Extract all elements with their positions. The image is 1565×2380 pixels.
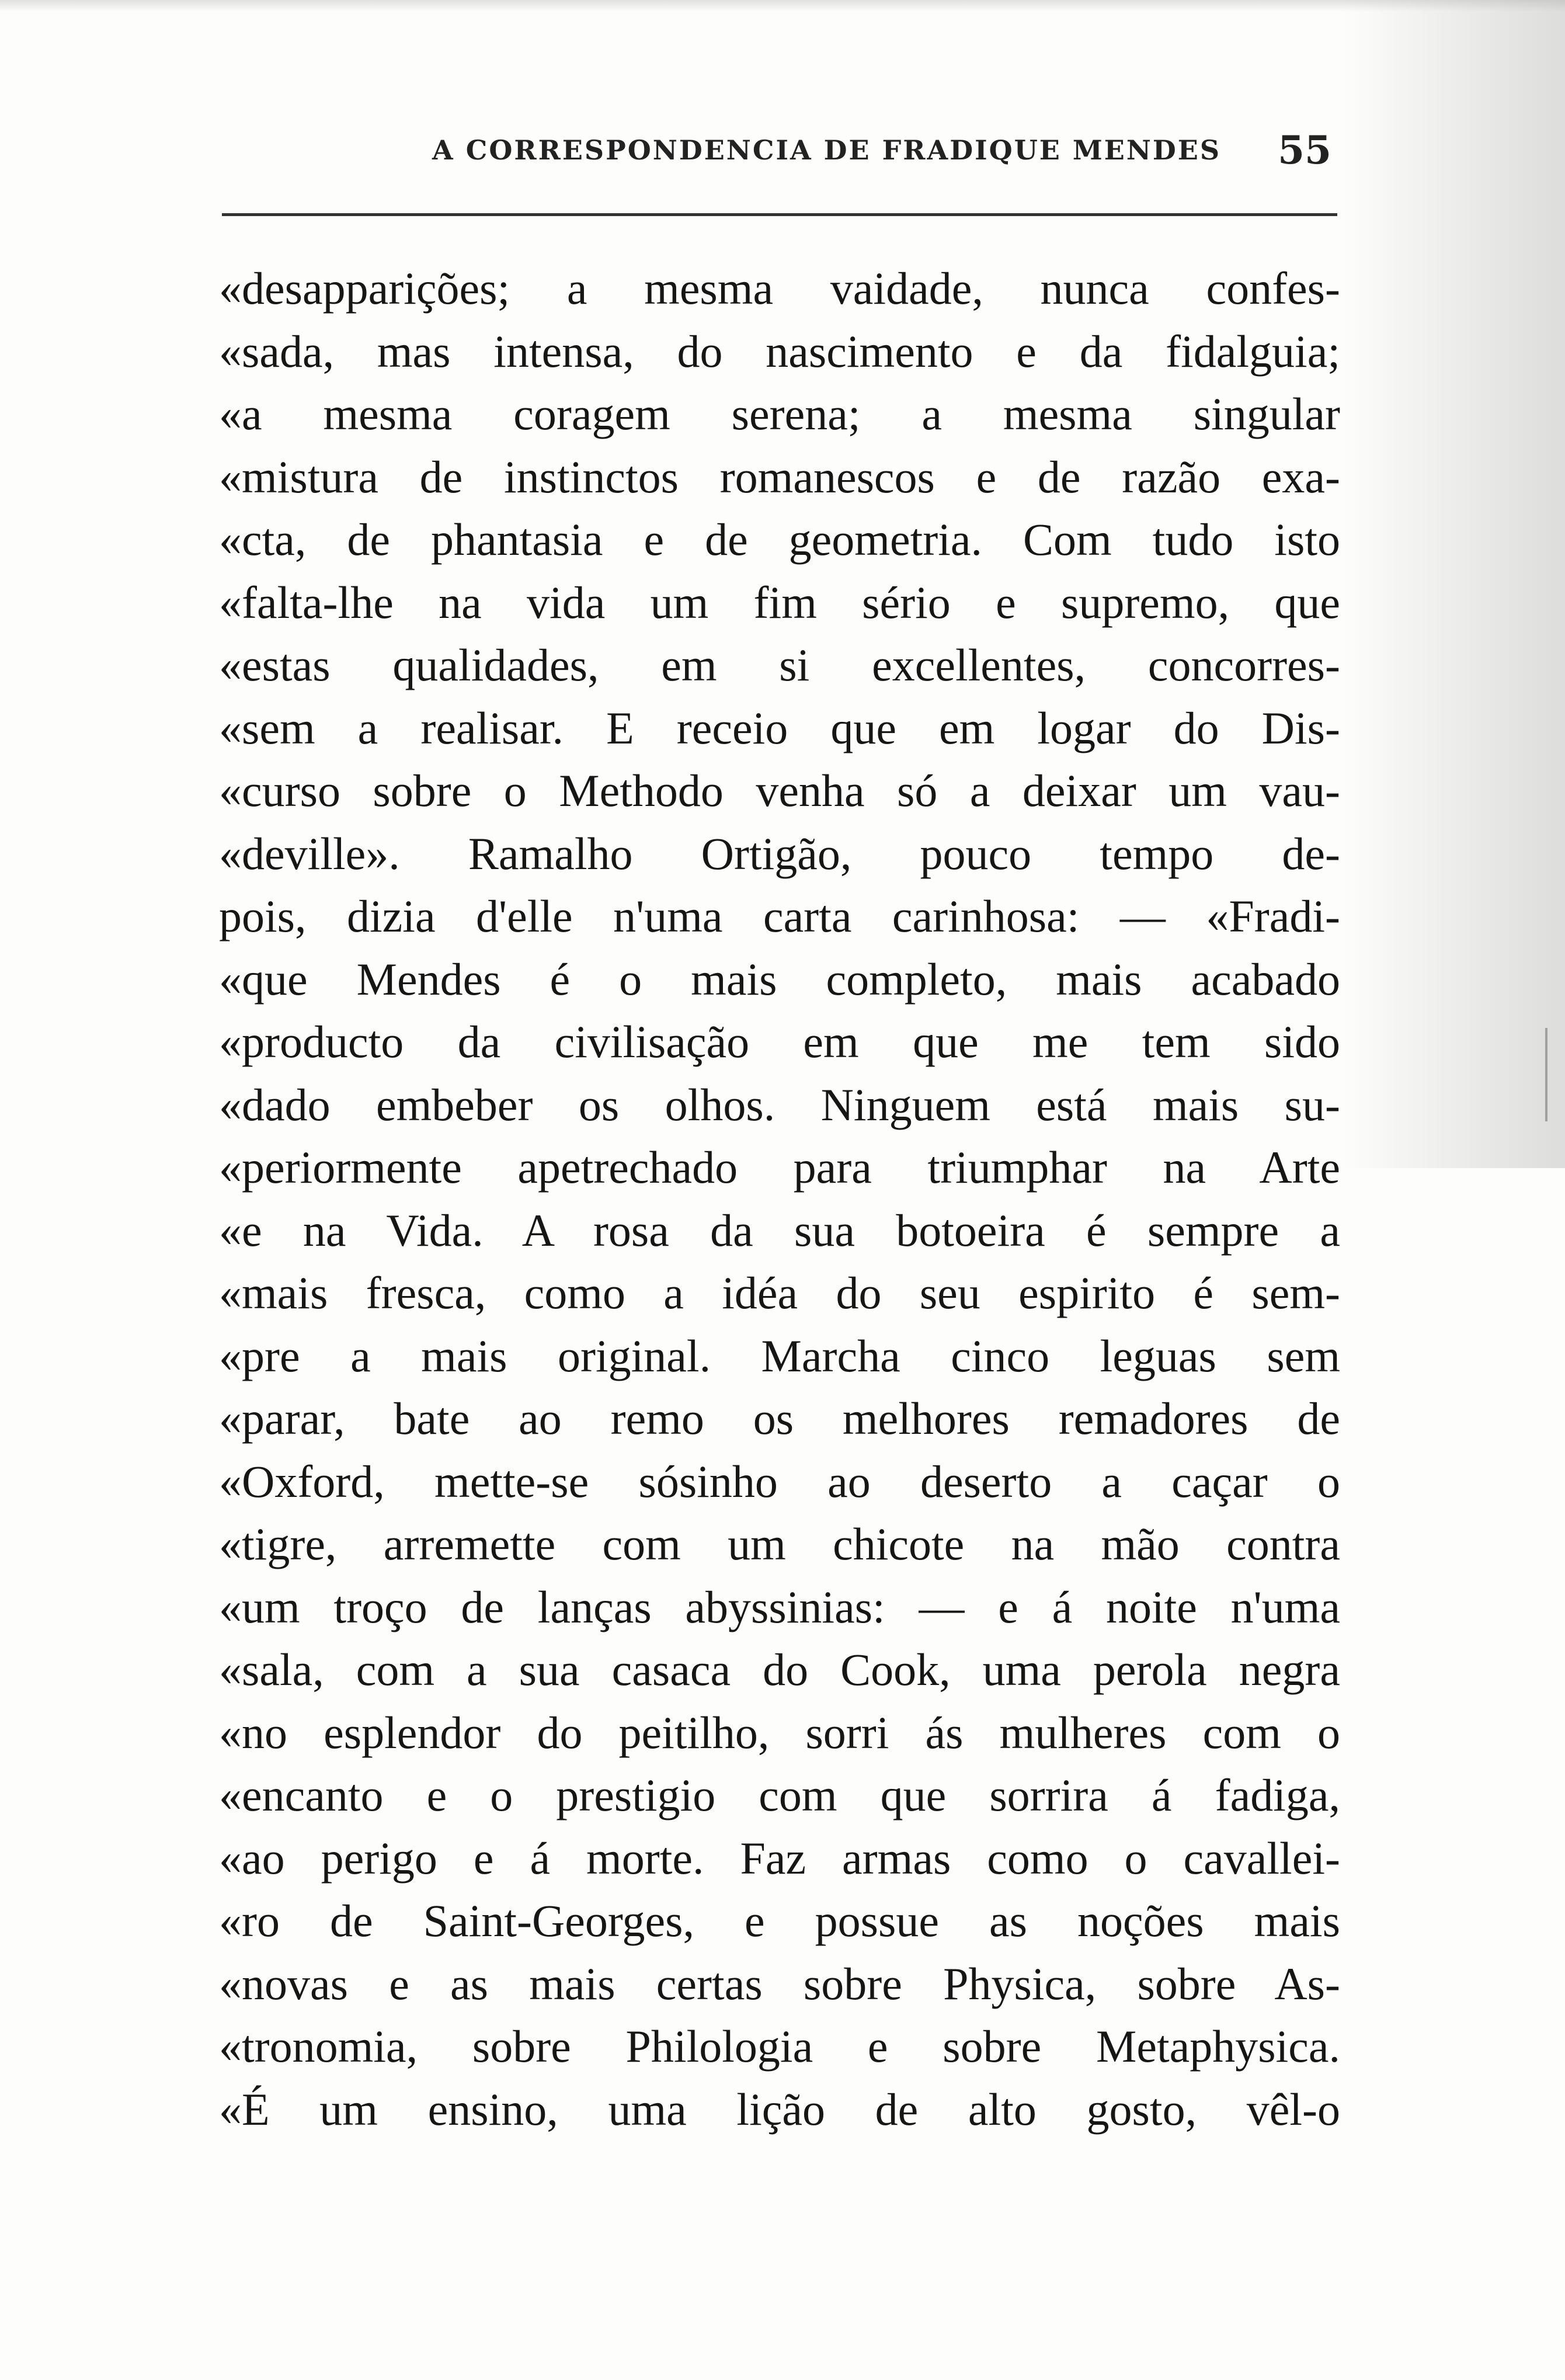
text-line-22: «um troço de lanças abyssinias: — e á noite n'uma	[219, 1581, 1340, 1632]
text-line-15: «periormente apetrechado para triumphar na Arte	[219, 1142, 1340, 1193]
text-line-24: «no esplendor do peitilho, sorri ás mulheres com o	[219, 1707, 1340, 1758]
text-line-13: «producto da civilisação em que me tem sido	[219, 1016, 1340, 1067]
text-line-26: «ao perigo e á morte. Faz armas como o cavallei-	[219, 1832, 1340, 1884]
text-line-30: «É um ensino, uma lição de alto gosto, vêl-o	[219, 2083, 1340, 2135]
body-text	[219, 257, 1340, 2141]
page-header	[222, 117, 1331, 187]
text-line-2: «sada, mas intensa, do nascimento e da fidalguia;	[219, 325, 1340, 377]
text-line-11: pois, dizia d'elle n'uma carta carinhosa: — «Fradi-	[219, 891, 1340, 941]
text-line-1: «desapparições; a mesma vaidade, nunca confes-	[219, 263, 1340, 314]
text-line-25: «encanto e o prestigio com que sorrira á fadiga,	[219, 1770, 1340, 1820]
text-line-18: «pre a mais original. Marcha cinco leguas sem	[219, 1330, 1340, 1381]
text-line-7: «estas qualidades, em si excellentes, concorres-	[219, 640, 1340, 690]
text-line-6: «falta-lhe na vida um fim sério e supremo, que	[219, 576, 1340, 628]
text-line-17: «mais fresca, como a idéa do seu espirito é sem-	[219, 1267, 1340, 1318]
text-line-10: «deville». Ramalho Ortigão, pouco tempo de-	[219, 828, 1340, 879]
running-title: A CORRESPONDENCIA DE FRADIQUE MENDES	[432, 134, 1222, 166]
margin-scan-mark	[1545, 1028, 1547, 1121]
text-line-8: «sem a realisar. E receio que em logar do Dis-	[219, 702, 1340, 753]
page-right-edge-shadow	[1343, 0, 1565, 1168]
text-line-3: «a mesma coragem serena; a mesma singular	[219, 388, 1340, 439]
text-line-16: «e na Vida. A rosa da sua botoeira é sempre a	[219, 1204, 1340, 1256]
text-line-5: «cta, de phantasia e de geometria. Com tudo isto	[219, 514, 1340, 565]
text-line-29: «tronomia, sobre Philologia e sobre Metaphysica.	[219, 2021, 1340, 2072]
text-line-20: «Oxford, mette-se sósinho ao deserto a caçar o	[219, 1455, 1340, 1507]
text-line-21: «tigre, arremette com um chicote na mão contra	[219, 1519, 1340, 1569]
text-line-19: «parar, bate ao remo os melhores remadores de	[219, 1393, 1340, 1444]
page-top-edge-shadow	[0, 0, 1565, 12]
text-line-9: «curso sobre o Methodo venha só a deixar um vau-	[219, 765, 1340, 816]
text-line-14: «dado embeber os olhos. Ninguem está mais su-	[219, 1079, 1340, 1130]
text-line-28: «novas e as mais certas sobre Physica, sobre As-	[219, 1958, 1340, 2009]
header-rule	[222, 213, 1337, 216]
text-line-4: «mistura de instinctos romanescos e de razão exa-	[219, 451, 1340, 502]
page-number: 55	[1278, 127, 1331, 173]
text-line-23: «sala, com a sua casaca do Cook, uma perola negra	[219, 1644, 1340, 1695]
text-line-12: «que Mendes é o mais completo, mais acabado	[219, 953, 1340, 1005]
text-line-27: «ro de Saint-Georges, e possue as noções mais	[219, 1895, 1340, 1946]
